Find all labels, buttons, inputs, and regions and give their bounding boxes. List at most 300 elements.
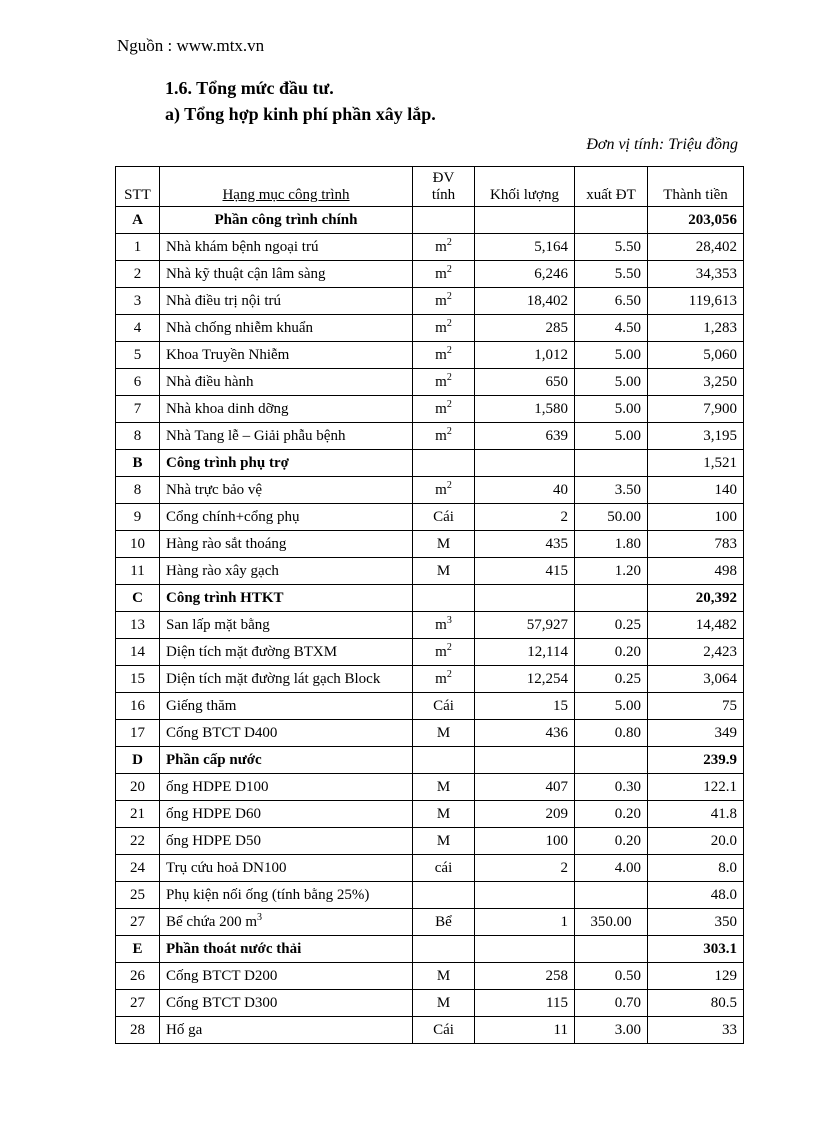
cell-name-text: Hàng rào xây gạch [166,563,279,579]
cell-name-text: Hàng rào sắt thoáng [166,536,287,552]
cell-name-text: Nhà khoa dinh dỡng [166,401,289,417]
cell-rate: 50.00 [575,504,648,531]
cell-name-text: Nhà Tang lễ – Giải phẫu bệnh [166,428,346,444]
cell-name-text: Cống BTCT D300 [166,995,278,1011]
cell-unit [413,207,475,234]
cell-rate: 5.50 [575,261,648,288]
cell-unit [413,531,475,558]
cell-stt: D [116,747,160,774]
cell-name-text: Nhà điều trị nội trú [166,293,281,309]
cell-name-text: San lấp mặt bằng [166,617,270,633]
cell-total: 783 [648,531,744,558]
cell-stt: 26 [116,963,160,990]
cell-stt: 15 [116,666,160,693]
cell-qty: 436 [475,720,575,747]
cell-name-text: Diện tích mặt đường BTXM [166,644,338,660]
cell-unit [413,639,475,666]
cell-name [160,1017,413,1044]
table-row [116,288,744,315]
cell-unit-superscript: 2 [446,264,452,275]
cell-total: 8.0 [648,855,744,882]
cell-unit [413,585,475,612]
cell-total: 2,423 [648,639,744,666]
cell-qty: 5,164 [475,234,575,261]
cell-stt: 6 [116,369,160,396]
cell-name-text: Hố ga [166,1022,203,1038]
cell-rate: 3.00 [575,1017,648,1044]
header-total: Thành tiền [648,167,744,207]
cell-total: 14,482 [648,612,744,639]
cell-qty: 15 [475,693,575,720]
cell-unit-text: M [436,536,451,552]
cell-total: 1,283 [648,315,744,342]
table-row [116,342,744,369]
section-heading: 1.6. Tổng mức đầu tư. [165,78,334,98]
cell-qty: 40 [475,477,575,504]
cell-name-text: Nhà khám bệnh ngoại trú [166,239,319,255]
cell-rate: 6.50 [575,288,648,315]
cell-name-text: Phụ kiện nối ống (tính bằng 25%) [166,887,370,903]
cell-name [160,234,413,261]
table-row [116,963,744,990]
cell-name-text: Bể chứa 200 m [166,914,258,930]
table-row [116,234,744,261]
cell-rate: 0.50 [575,963,648,990]
cell-name [160,504,413,531]
cell-name [160,369,413,396]
cell-unit [413,612,475,639]
cell-name [160,936,413,963]
cell-name [160,288,413,315]
cell-stt: C [116,585,160,612]
cell-rate: 0.25 [575,666,648,693]
cell-qty [475,936,575,963]
cell-name [160,612,413,639]
cell-unit-superscript: 2 [446,291,452,302]
cell-qty [475,207,575,234]
cell-name-text: Giếng thăm [166,698,237,714]
cell-rate: 5.00 [575,369,648,396]
cell-name-text: Diện tích mặt đường lát gạch Block [166,671,381,687]
cell-unit [413,990,475,1017]
cell-unit-text: cái [434,860,453,876]
cell-rate: 1.20 [575,558,648,585]
cell-name-text: ống HDPE D60 [166,806,262,822]
cell-name [160,882,413,909]
header-name-label: Hạng mục công trình [222,187,350,203]
cell-unit [413,693,475,720]
table-group-row [116,936,744,963]
cell-qty [475,450,575,477]
cell-unit-text: m [435,617,447,633]
cell-stt: 22 [116,828,160,855]
cell-stt: 25 [116,882,160,909]
cell-name [160,909,413,936]
cell-rate: 5.00 [575,342,648,369]
cell-unit [413,747,475,774]
cell-unit [413,261,475,288]
cell-qty: 6,246 [475,261,575,288]
cell-rate: 5.50 [575,234,648,261]
cell-name-text: Cống BTCT D400 [166,725,278,741]
cell-name [160,423,413,450]
cell-total: 350 [648,909,744,936]
cell-unit [413,477,475,504]
cell-rate [575,207,648,234]
cell-total: 122.1 [648,774,744,801]
cell-stt: 10 [116,531,160,558]
cell-unit [413,558,475,585]
cell-rate: 0.20 [575,828,648,855]
cell-qty: 2 [475,504,575,531]
cell-stt: 3 [116,288,160,315]
cell-stt: 5 [116,342,160,369]
header-unit-line2: tính [431,187,456,203]
cell-unit [413,909,475,936]
cell-unit [413,963,475,990]
cell-unit-text: M [436,563,451,579]
cell-qty: 100 [475,828,575,855]
cell-unit-text: Bể [435,914,452,930]
cell-unit [413,1017,475,1044]
cell-stt: 27 [116,990,160,1017]
table-row [116,855,744,882]
header-stt: STT [116,167,160,207]
cell-total: 41.8 [648,801,744,828]
cell-total: 3,250 [648,369,744,396]
cell-stt: A [116,207,160,234]
cell-stt: 17 [116,720,160,747]
cell-unit [413,342,475,369]
cell-unit-text: M [436,779,451,795]
table-row [116,315,744,342]
cell-unit [413,315,475,342]
cell-total: 239.9 [648,747,744,774]
cell-name [160,558,413,585]
unit-note: Đơn vị tính: Triệu đồng [586,136,738,153]
cell-unit-superscript: 3 [446,615,452,626]
cell-unit-superscript: 2 [446,372,452,383]
cell-name [160,774,413,801]
cell-total: 34,353 [648,261,744,288]
cell-name-text: Khoa Truyền Nhiễm [166,347,290,363]
cell-name-text: Cổng chính+cổng phụ [166,509,300,525]
cell-rate: 0.25 [575,612,648,639]
cell-unit [413,288,475,315]
cell-unit [413,801,475,828]
cell-name-text: Phần công trình chính [214,212,358,228]
cell-name [160,315,413,342]
cell-rate: 3.50 [575,477,648,504]
table-row [116,801,744,828]
cell-total: 3,195 [648,423,744,450]
cell-unit-text: M [436,995,451,1011]
table-row [116,639,744,666]
cell-unit [413,936,475,963]
cell-total: 20,392 [648,585,744,612]
cell-name [160,261,413,288]
cell-name-text: ống HDPE D50 [166,833,262,849]
cell-total: 5,060 [648,342,744,369]
table-row [116,531,744,558]
cell-unit-text: m [435,671,447,687]
cell-total: 1,521 [648,450,744,477]
cell-rate: 5.00 [575,423,648,450]
cell-unit [413,666,475,693]
cell-name [160,963,413,990]
cell-total: 20.0 [648,828,744,855]
cell-qty: 407 [475,774,575,801]
cell-qty: 1 [475,909,575,936]
cell-unit-text: m [435,239,447,255]
cell-rate [575,936,648,963]
cell-name-text: Nhà kỹ thuật cận lâm sàng [166,266,326,282]
cell-total: 140 [648,477,744,504]
cell-unit-superscript: 2 [446,237,452,248]
table-row [116,882,744,909]
cell-qty: 1,580 [475,396,575,423]
cell-qty: 285 [475,315,575,342]
cell-unit [413,720,475,747]
cell-name-text: Phần cấp nước [166,752,262,768]
header-rate: xuất ĐT [575,167,648,207]
table-row [116,666,744,693]
cell-name-text: Nhà trực bảo vệ [166,482,263,498]
cell-total: 28,402 [648,234,744,261]
cell-unit-text: m [435,320,447,336]
cell-qty: 18,402 [475,288,575,315]
cell-rate [575,747,648,774]
table-row [116,1017,744,1044]
cell-name-superscript: 3 [257,912,263,923]
cell-unit-text: M [436,968,451,984]
cell-total: 349 [648,720,744,747]
cell-unit-superscript: 2 [446,318,452,329]
table-row [116,558,744,585]
cell-stt: B [116,450,160,477]
table-row [116,423,744,450]
cell-unit [413,855,475,882]
cell-qty: 11 [475,1017,575,1044]
cell-stt: 14 [116,639,160,666]
cell-name-text: Trụ cứu hoả DN100 [166,860,287,876]
cell-rate: 350.00 [575,909,648,936]
cell-stt: 1 [116,234,160,261]
source-note: Nguồn : www.mtx.vn [117,36,265,55]
table-row [116,693,744,720]
cell-unit [413,882,475,909]
cell-unit-text: M [436,725,451,741]
cell-unit-text: m [435,374,447,390]
cell-rate: 0.80 [575,720,648,747]
cell-name [160,747,413,774]
cell-total: 203,056 [648,207,744,234]
table-header-row [116,167,744,207]
cell-qty: 12,254 [475,666,575,693]
cell-qty: 1,012 [475,342,575,369]
cell-name [160,693,413,720]
table-group-row [116,207,744,234]
cell-stt: 13 [116,612,160,639]
cell-qty: 115 [475,990,575,1017]
cell-unit-text: M [436,806,451,822]
cell-name [160,666,413,693]
cell-unit-text: M [436,833,451,849]
cell-stt: 21 [116,801,160,828]
cell-stt: 27 [116,909,160,936]
table-row [116,909,744,936]
cell-total: 75 [648,693,744,720]
cell-name [160,990,413,1017]
table-row [116,990,744,1017]
cell-name-text: Nhà điều hành [166,374,254,390]
cell-stt: 20 [116,774,160,801]
cell-qty: 415 [475,558,575,585]
cell-qty: 209 [475,801,575,828]
cell-rate: 0.20 [575,801,648,828]
cell-qty: 258 [475,963,575,990]
cell-qty: 639 [475,423,575,450]
table-body [116,207,744,1044]
cell-qty: 435 [475,531,575,558]
header-qty: Khối lượng [475,167,575,207]
cell-unit [413,504,475,531]
cell-unit-text: m [435,644,447,660]
cell-rate: 4.00 [575,855,648,882]
cell-unit-text: m [435,401,447,417]
cell-unit-superscript: 2 [446,426,452,437]
cell-qty [475,747,575,774]
cell-name-text: Cống BTCT D200 [166,968,278,984]
cell-unit-text: m [435,428,447,444]
cell-total: 119,613 [648,288,744,315]
header-unit [413,167,475,207]
header-name [160,167,413,207]
cell-unit-text: m [435,482,447,498]
cell-unit-text: m [435,347,447,363]
cell-rate: 5.00 [575,693,648,720]
cell-qty [475,882,575,909]
cell-unit-superscript: 2 [446,642,452,653]
cell-stt: 11 [116,558,160,585]
cell-name [160,396,413,423]
cell-unit-text: m [435,266,447,282]
cell-total: 80.5 [648,990,744,1017]
cell-name-text: ống HDPE D100 [166,779,269,795]
table-row [116,828,744,855]
cell-rate: 0.20 [575,639,648,666]
cell-name [160,720,413,747]
cell-stt: 2 [116,261,160,288]
cell-unit [413,828,475,855]
cell-name [160,585,413,612]
table-group-row [116,747,744,774]
cell-rate: 5.00 [575,396,648,423]
cell-name-text: Nhà chống nhiễm khuẩn [166,320,314,336]
cell-stt: 28 [116,1017,160,1044]
cell-rate: 4.50 [575,315,648,342]
cell-stt: 8 [116,477,160,504]
cell-total: 303.1 [648,936,744,963]
cell-unit [413,423,475,450]
cell-unit-superscript: 2 [446,669,452,680]
cell-name [160,477,413,504]
cell-name [160,531,413,558]
cell-total: 3,064 [648,666,744,693]
cell-total: 100 [648,504,744,531]
table-group-row [116,450,744,477]
cell-unit-superscript: 2 [446,480,452,491]
cell-stt: 7 [116,396,160,423]
cell-name [160,639,413,666]
cell-total: 7,900 [648,396,744,423]
cell-name [160,828,413,855]
table-row [116,720,744,747]
table-row [116,477,744,504]
cell-unit-text: Cái [433,698,454,714]
cell-name [160,342,413,369]
cell-name [160,801,413,828]
cell-qty: 57,927 [475,612,575,639]
header-unit-line1: ĐV [432,170,455,186]
cell-qty: 2 [475,855,575,882]
cell-name [160,855,413,882]
cell-qty [475,585,575,612]
cell-unit-text: Cái [433,1022,454,1038]
table-row [116,504,744,531]
table-group-row [116,585,744,612]
cell-rate: 1.80 [575,531,648,558]
cell-name-text: Công trình phụ trợ [166,455,289,471]
cell-name-text: Công trình HTKT [166,590,284,606]
cell-unit [413,450,475,477]
table-row [116,774,744,801]
cell-rate: 0.70 [575,990,648,1017]
cell-total: 129 [648,963,744,990]
table-row [116,369,744,396]
cell-unit-text: m [435,293,447,309]
cell-unit [413,369,475,396]
cell-stt: 16 [116,693,160,720]
cell-stt: 4 [116,315,160,342]
cell-rate: 0.30 [575,774,648,801]
cell-stt: E [116,936,160,963]
cell-name-text: Phần thoát nước thải [166,941,302,957]
cell-rate [575,450,648,477]
subsection-heading: a) Tổng hợp kinh phí phần xây lắp. [165,104,436,124]
cell-qty: 12,114 [475,639,575,666]
cell-stt: 9 [116,504,160,531]
cell-name [160,207,413,234]
cell-unit-superscript: 2 [446,345,452,356]
cell-unit [413,234,475,261]
cell-stt: 8 [116,423,160,450]
cell-total: 33 [648,1017,744,1044]
cell-stt: 24 [116,855,160,882]
table-row [116,396,744,423]
cell-total: 498 [648,558,744,585]
cell-total: 48.0 [648,882,744,909]
cell-rate [575,585,648,612]
cell-unit [413,774,475,801]
cost-table [115,166,744,1044]
cell-unit [413,396,475,423]
cell-unit-text: Cái [433,509,454,525]
cell-rate [575,882,648,909]
table-row [116,261,744,288]
cell-unit-superscript: 2 [446,399,452,410]
cell-name [160,450,413,477]
